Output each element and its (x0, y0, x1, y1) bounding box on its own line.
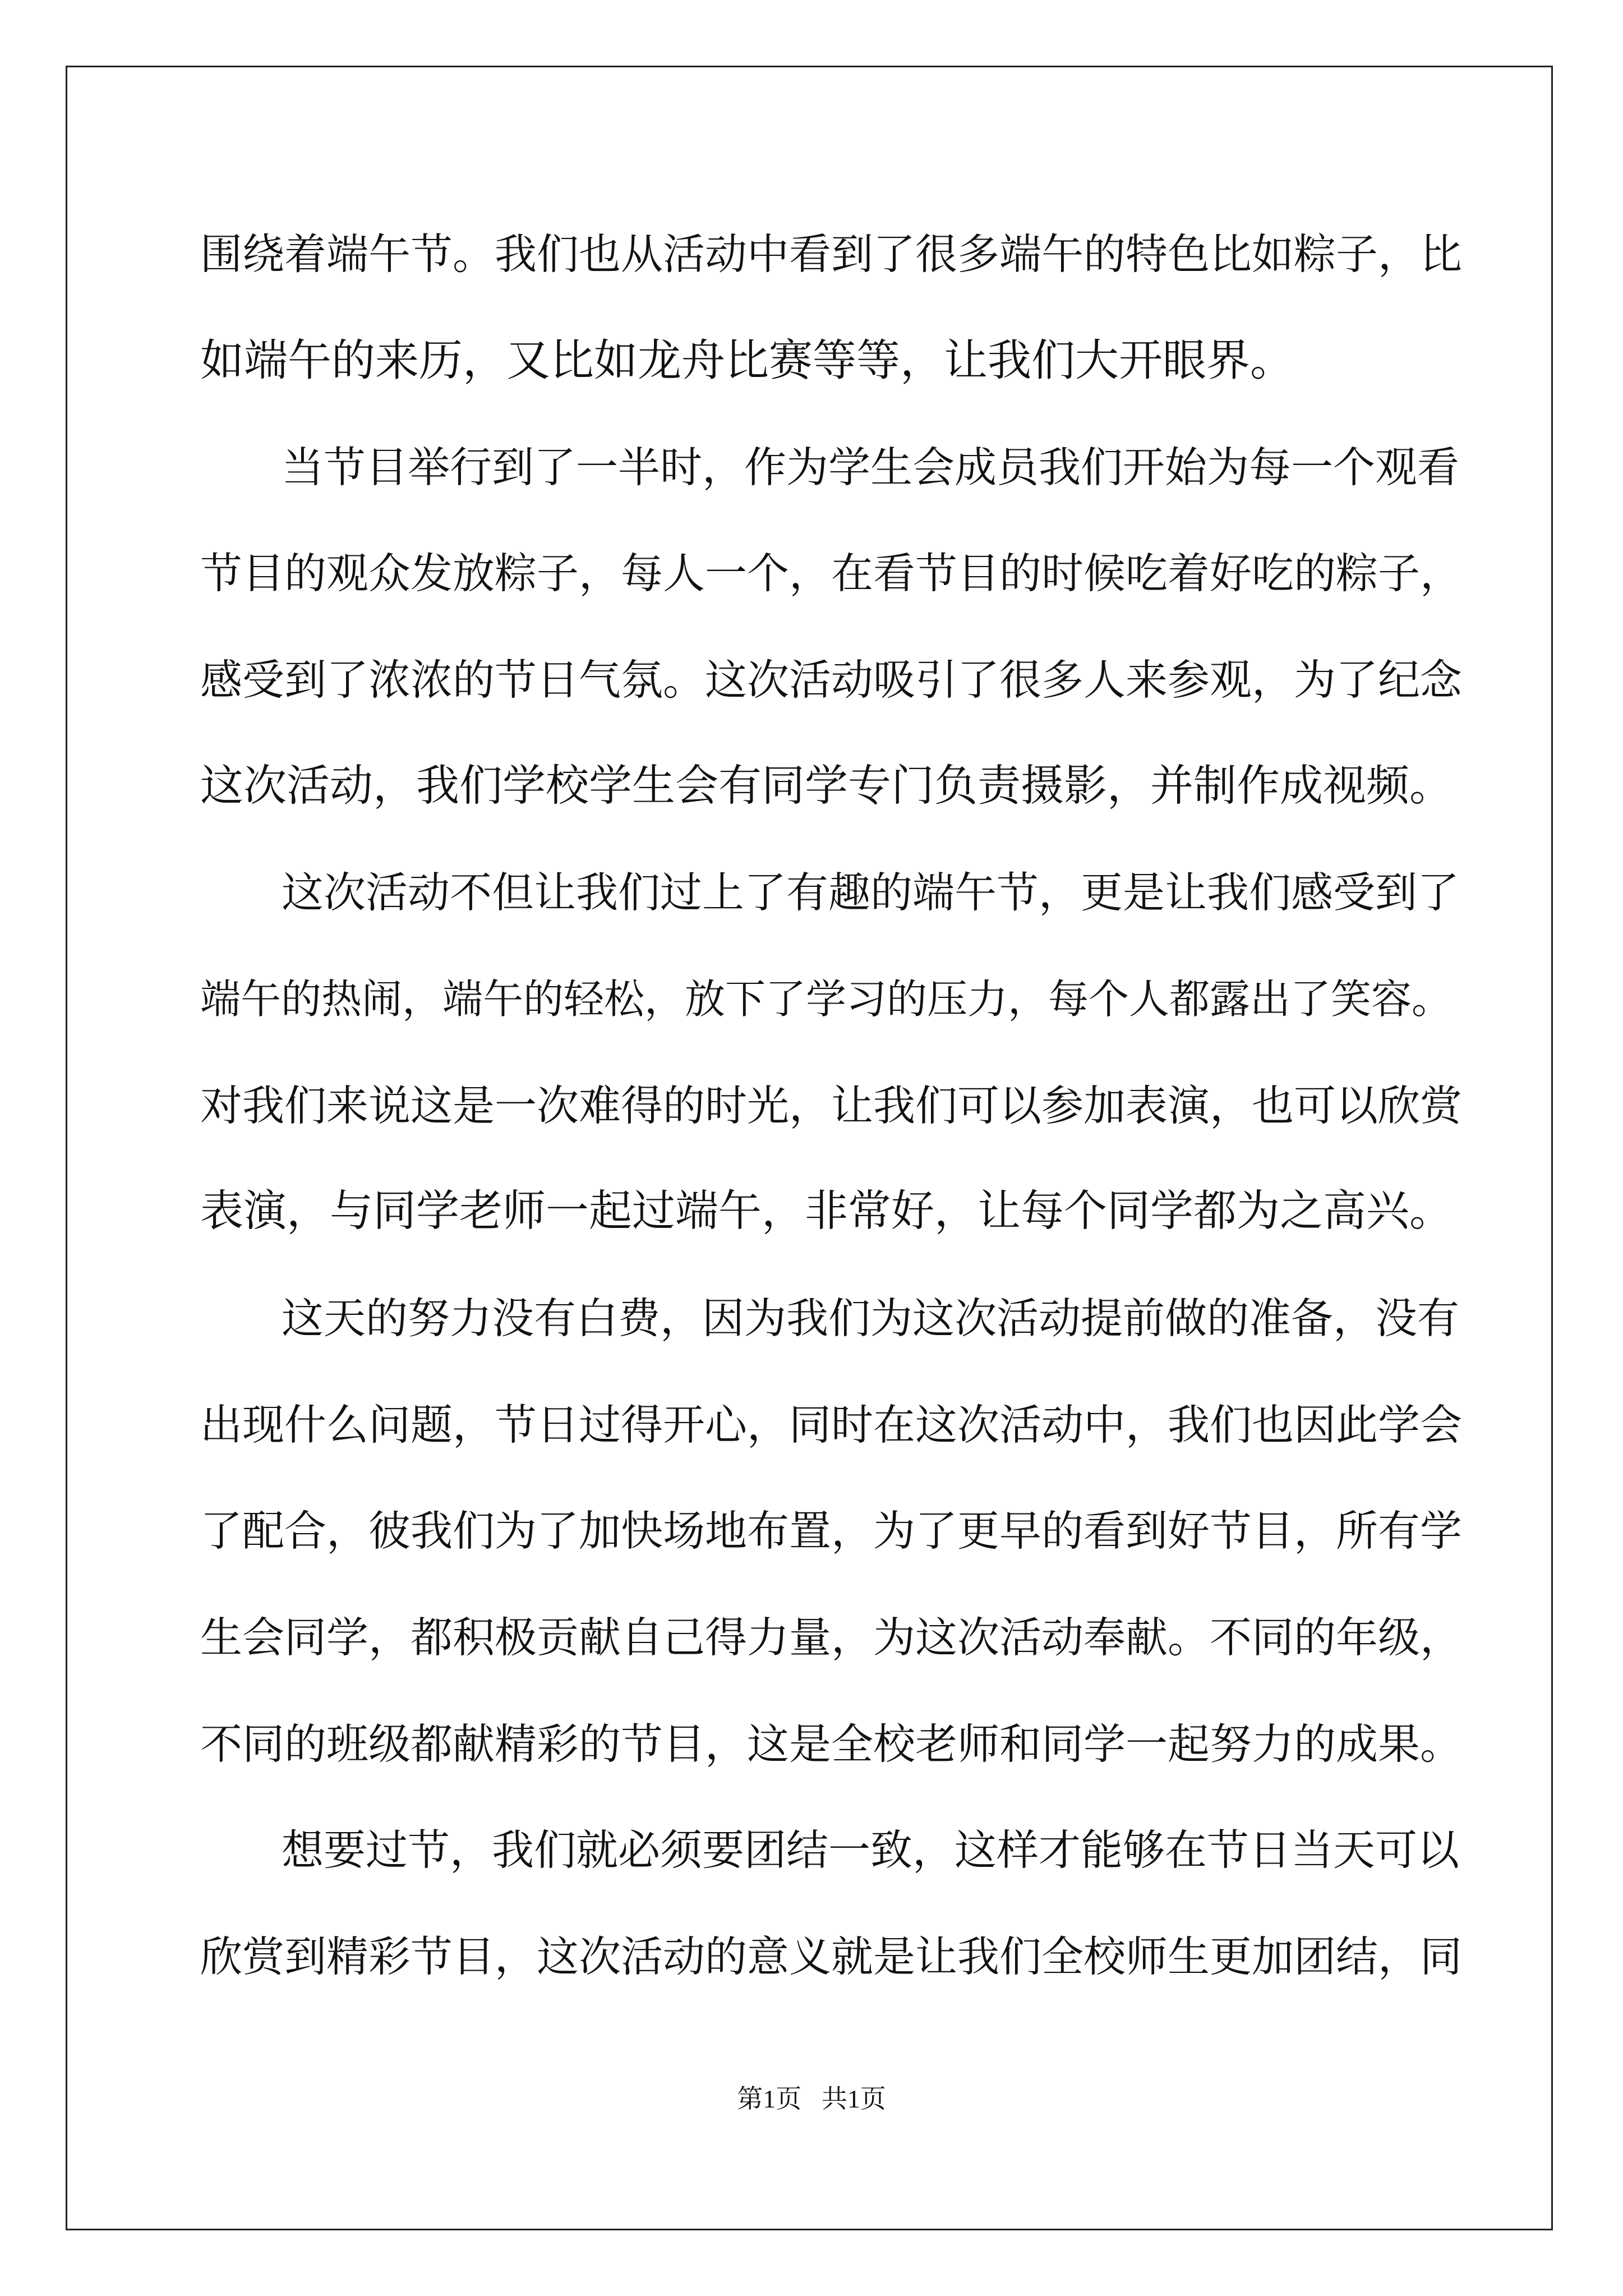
text-line: 表演，与同学老师一起过端午，非常好，让每个同学都为之高兴。 (200, 1186, 1453, 1236)
text-line: 这天的努力没有白费，因为我们为这次活动提前做的准备，没有 (282, 1294, 1460, 1343)
text-line: 这次活动，我们学校学生会有同学专门负责摄影，并制作成视频。 (200, 761, 1453, 811)
text-line: 想要过节，我们就必须要团结一致，这样才能够在节日当天可以 (282, 1825, 1460, 1875)
page-number-total: 共1页 (821, 2085, 886, 2113)
text-line: 生会同学，都积极贡献自己得力量，为这次活动奉献。不同的年级， (200, 1613, 1463, 1662)
page-number-current: 第1页 (737, 2085, 802, 2113)
text-line: 感受到了浓浓的节日气氛。这次活动吸引了很多人来参观，为了纪念 (200, 655, 1463, 705)
text-line: 围绕着端午节。我们也从活动中看到了很多端午的特色比如粽子，比 (200, 229, 1463, 279)
text-line: 节目的观众发放粽子，每人一个，在看节目的时候吃着好吃的粽子， (200, 549, 1463, 598)
text-line: 对我们来说这是一次难得的时光，让我们可以参加表演，也可以欣赏 (200, 1081, 1463, 1130)
text-line: 欣赏到精彩节目，这次活动的意义就是让我们全校师生更加团结，同 (200, 1932, 1463, 1981)
text-line: 了配合，彼我们为了加快场地布置，为了更早的看到好节目，所有学 (200, 1506, 1463, 1556)
text-line: 当节目举行到了一半时，作为学生会成员我们开始为每一个观看 (282, 443, 1460, 492)
text-line: 如端午的来历，又比如龙舟比赛等等，让我们大开眼界。 (200, 335, 1294, 386)
page-footer (0, 2082, 1623, 2116)
text-line: 出现什么问题，节日过得开心，同时在这次活动中，我们也因此学会 (200, 1400, 1463, 1450)
text-line: 端午的热闹，端午的轻松，放下了学习的压力，每个人都露出了笑容。 (200, 976, 1453, 1023)
text-line: 不同的班级都献精彩的节目，这是全校老师和同学一起努力的成果。 (200, 1719, 1463, 1769)
text-line: 这次活动不但让我们过上了有趣的端午节，更是让我们感受到了 (282, 868, 1460, 917)
